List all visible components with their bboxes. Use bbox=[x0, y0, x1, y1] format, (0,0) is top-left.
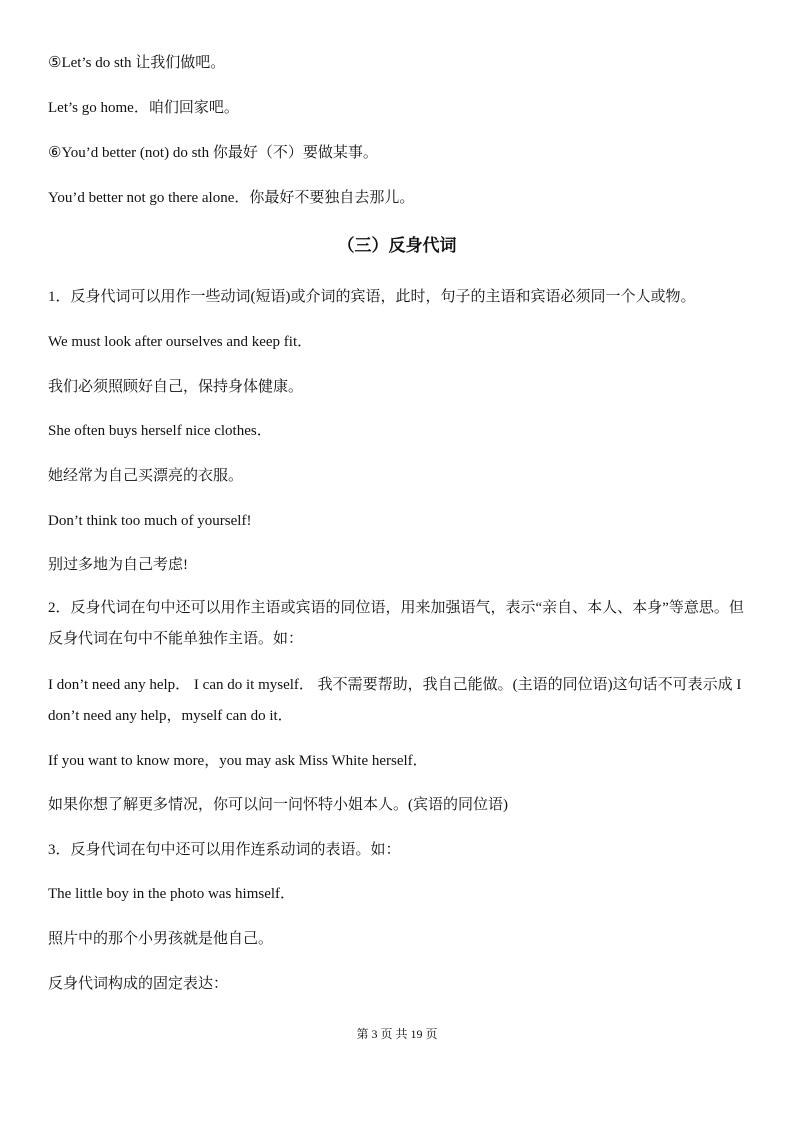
example-english-3: Don’t think too much of yourself! bbox=[48, 513, 252, 529]
example-english-5: If you want to know more，you may ask Miss White herself． bbox=[48, 753, 428, 769]
paragraph-rule-3: 3．反身代词在句中还可以用作连系动词的表语。如： bbox=[48, 842, 401, 858]
text-line-lets-do-sth: ⑤Let’s do sth 让我们做吧。 bbox=[48, 55, 226, 71]
example-chinese-3: 别过多地为自己考虑! bbox=[48, 557, 188, 573]
example-english-6: The little boy in the photo was himself． bbox=[48, 886, 296, 902]
paragraph-rule-1: 1．反身代词可以用作一些动词(短语)或介词的宾语，此时，句子的主语和宾语必须同一个人或物。 bbox=[48, 289, 696, 305]
example-chinese-5: 如果你想了解更多情况，你可以问一问怀特小姐本人。(宾语的同位语) bbox=[48, 797, 508, 813]
text-line-lets-go-home: Let’s go home．咱们回家吧。 bbox=[48, 100, 239, 116]
page-footer: 第 3 页 共 19 页 bbox=[356, 1027, 438, 1041]
fixed-expressions-label: 反身代词构成的固定表达： bbox=[48, 976, 229, 992]
text-line-youd-better-example: You’d better not go there alone．你最好不要独自去那儿。 bbox=[48, 190, 415, 206]
example-chinese-1: 我们必须照顾好自己，保持身体健康。 bbox=[48, 379, 304, 395]
example-english-2: She often buys herself nice clothes． bbox=[48, 423, 272, 439]
paragraph-rule-2: 2．反身代词在句中还可以用作主语或宾语的同位语，用来加强语气，表示“亲自、本人、本身”等意思。但反身代词在句中不能单独作主语。如： bbox=[48, 600, 744, 647]
example-english-4: I don’t need any help． I can do it myself． 我不需要帮助，我自己能做。(主语的同位语)这句话不可表示成 I don’t need any help，myself can do it． bbox=[48, 677, 742, 724]
example-chinese-2: 她经常为自己买漂亮的衣服。 bbox=[48, 468, 244, 484]
example-english-1: We must look after ourselves and keep fit． bbox=[48, 334, 313, 350]
example-chinese-6: 照片中的那个小男孩就是他自己。 bbox=[48, 931, 274, 947]
text-line-youd-better: ⑥You’d better (not) do sth 你最好（不）要做某事。 bbox=[48, 145, 378, 161]
section-heading: （三）反身代词 bbox=[337, 236, 457, 255]
